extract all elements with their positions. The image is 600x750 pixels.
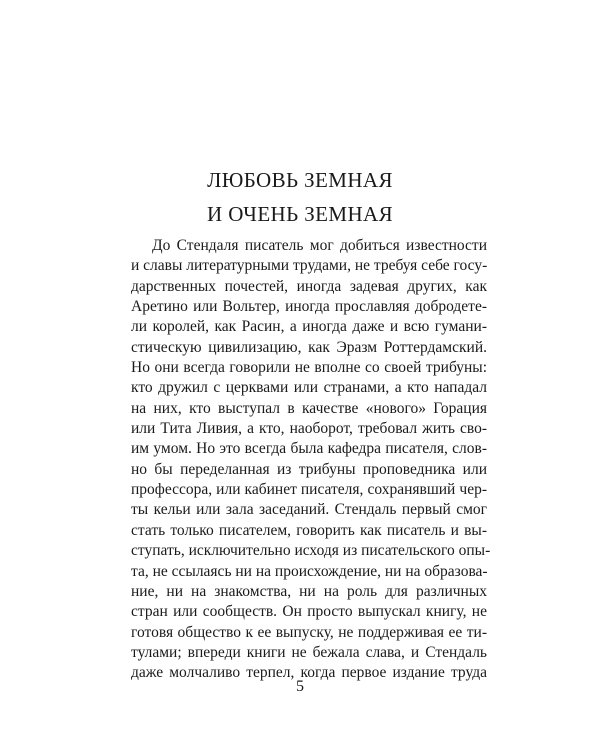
- body-line: Аретино или Вольтер, иногда прославляя добродете-: [131, 298, 487, 316]
- body-line: стран или сообществ. Он просто выпускал книгу, не: [131, 603, 487, 621]
- chapter-title-line-1: ЛЮБОВЬ ЗЕМНАЯ: [207, 168, 393, 192]
- body-line: но бы переделанная из трибуны проповедника или: [131, 460, 487, 478]
- chapter-title: [0, 163, 600, 231]
- body-line: кто дружил с церквами или странами, а кто нападал: [131, 379, 487, 397]
- body-line: на них, кто выступал в качестве «нового» Горация: [131, 399, 487, 417]
- body-line: готовя общество к ее выпуску, не поддерживая ее ти-: [131, 623, 487, 641]
- body-line: ли королей, как Расин, а иногда даже и всю гумани-: [131, 318, 487, 336]
- body-paragraph: [131, 236, 491, 684]
- body-line: До Стендаля писатель мог добиться известности: [152, 237, 487, 254]
- body-line: дарственных почестей, иногда задевая других, как: [131, 277, 487, 295]
- page-number: 5: [296, 678, 304, 695]
- body-line: им умом. Но это всегда была кафедра писателя, слов-: [131, 440, 487, 458]
- chapter-title-line-2: И ОЧЕНЬ ЗЕМНАЯ: [207, 202, 393, 226]
- body-line: даже молчаливо терпел, когда первое издание труда: [131, 664, 487, 682]
- body-line: профессора, или кабинет писателя, сохранявший чер-: [131, 481, 487, 499]
- body-line: ступать, исключительно исходя из писательского опы-: [131, 542, 491, 560]
- body-line: ты кельи или зала заседаний. Стендаль первый смог: [131, 501, 487, 519]
- body-line: или Тита Ливия, а кто, наоборот, требовал жить сво-: [131, 420, 487, 438]
- body-line: тулами; впереди книги не бежала слава, и Стендаль: [131, 643, 487, 661]
- body-line: стическую цивилизацию, как Эразм Роттердамский.: [131, 338, 487, 356]
- body-line: Но они всегда говорили не вполне со своей трибуны:: [131, 359, 487, 377]
- body-line: стать только писателем, говорить как писатель и вы-: [131, 521, 487, 539]
- body-line: и славы литературными трудами, не требуя себе госу-: [131, 257, 488, 275]
- body-line: та, не ссылаясь ни на происхождение, ни на образова-: [131, 562, 488, 580]
- body-line: ние, ни на знакомства, ни на роль для различных: [131, 582, 487, 600]
